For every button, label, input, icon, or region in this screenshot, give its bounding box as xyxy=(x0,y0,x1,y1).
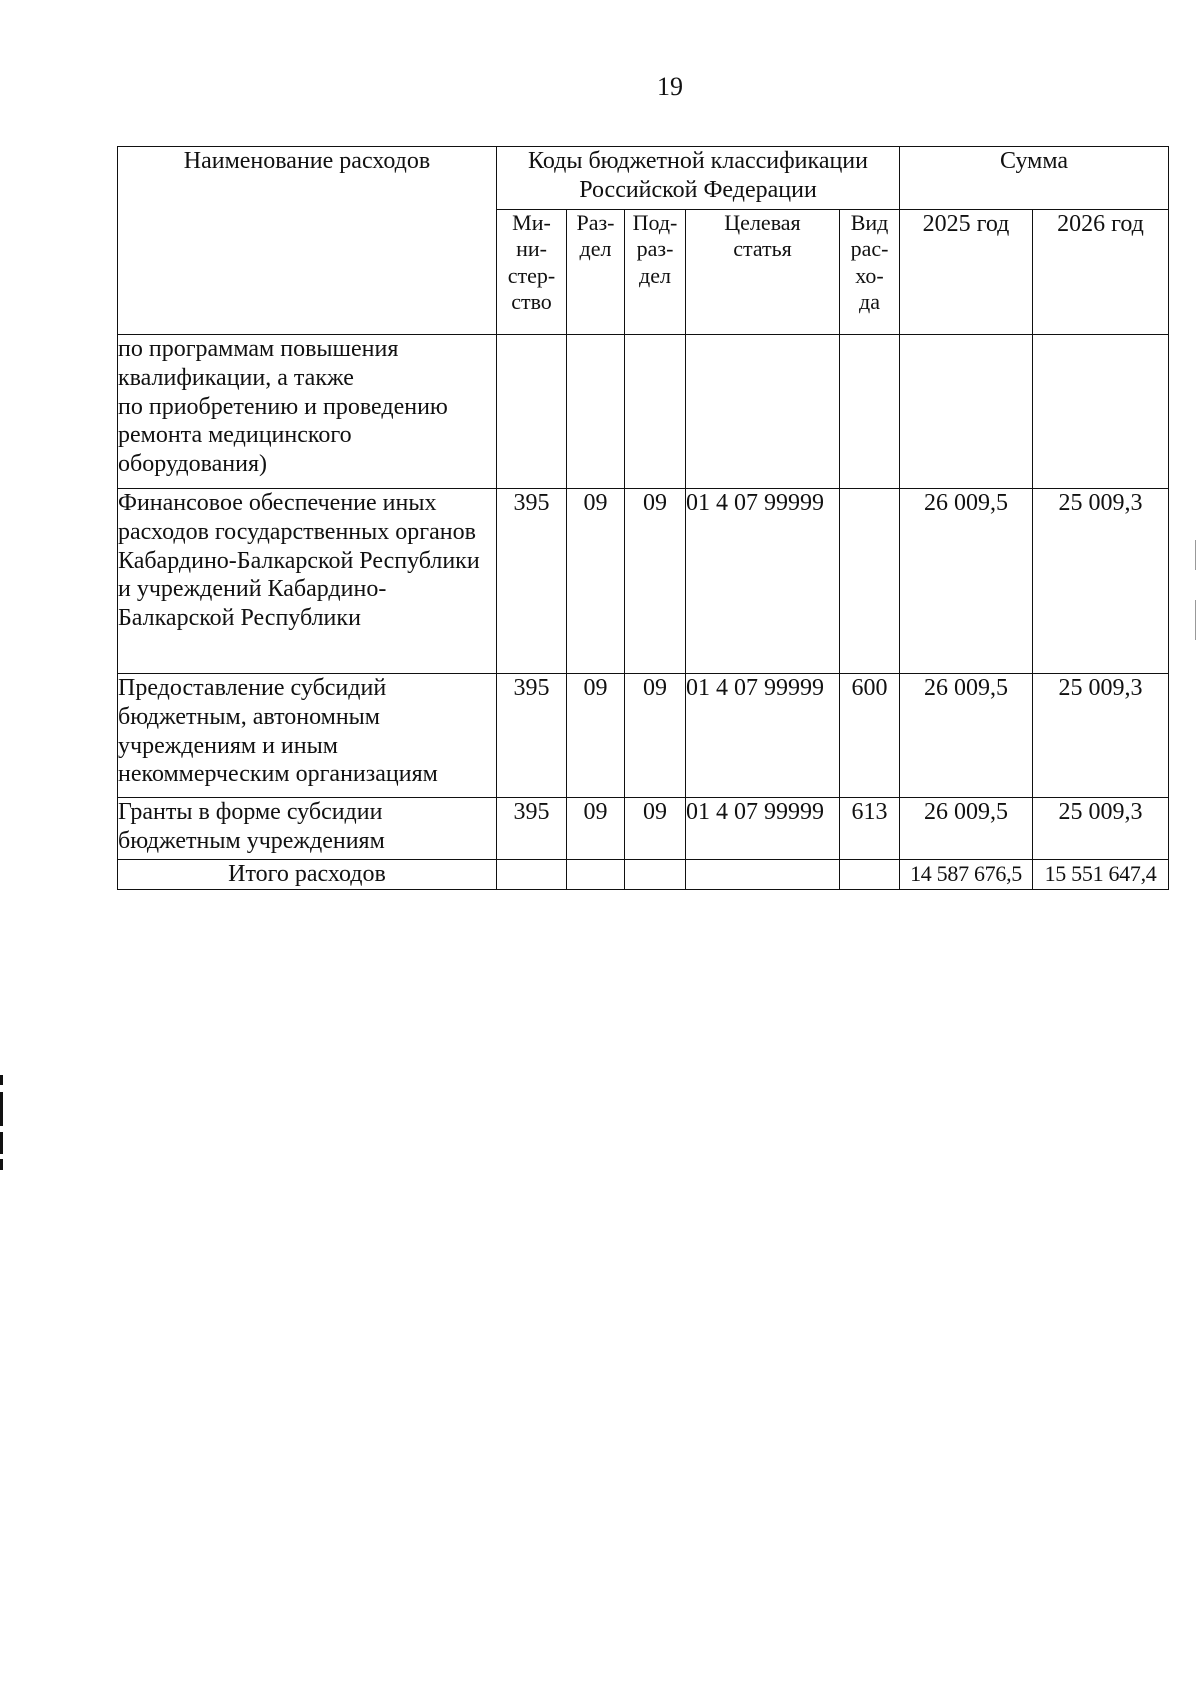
header-year-2026: 2026 год xyxy=(1033,210,1169,335)
row-section: 09 xyxy=(567,674,625,798)
header-target: Целевая статья xyxy=(686,210,840,335)
table-row xyxy=(118,489,1169,674)
row-amount-2025: 26 009,5 xyxy=(900,489,1033,674)
row-target: 01 4 07 99999 xyxy=(686,489,840,674)
row-expense-type: 613 xyxy=(840,798,900,860)
row-ministry: 395 xyxy=(497,674,567,798)
row-amount-2026: 25 009,3 xyxy=(1033,798,1169,860)
page-number: 19 xyxy=(657,72,683,101)
header-name: Наименование расходов xyxy=(118,147,497,335)
row-subsection: 09 xyxy=(625,489,686,674)
row-target xyxy=(686,335,840,489)
row-ministry: 395 xyxy=(497,798,567,860)
header-expense-type: Вид рас- хо- да xyxy=(840,210,900,335)
row-name: Гранты в форме субсидии бюджетным учреждениям xyxy=(118,798,497,860)
row-ministry xyxy=(497,335,567,489)
header-sum-group: Сумма xyxy=(900,147,1169,210)
total-empty-cell xyxy=(567,860,625,890)
row-amount-2026 xyxy=(1033,335,1169,489)
total-amount-2025: 14 587 676,5 xyxy=(900,860,1033,890)
scan-margin-mark xyxy=(0,1132,3,1154)
total-row xyxy=(118,860,1169,890)
row-name: Предоставление субсидий бюджетным, автономным учреждениям и иным некоммерческим организациям xyxy=(118,674,497,798)
header-subsection: Под- раз- дел xyxy=(625,210,686,335)
total-amount-2026: 15 551 647,4 xyxy=(1033,860,1169,890)
total-label: Итого расходов xyxy=(118,860,497,890)
scan-margin-mark xyxy=(0,1075,3,1085)
table-row xyxy=(118,335,1169,489)
row-section xyxy=(567,335,625,489)
header-year-2025: 2025 год xyxy=(900,210,1033,335)
row-section: 09 xyxy=(567,798,625,860)
row-amount-2026: 25 009,3 xyxy=(1033,489,1169,674)
row-amount-2026: 25 009,3 xyxy=(1033,674,1169,798)
row-expense-type xyxy=(840,489,900,674)
total-empty-cell xyxy=(625,860,686,890)
row-name: Финансовое обеспечение иных расходов государственных органов Кабардино-Балкарской Республики и учреждений Кабардино-Балкарской Республики xyxy=(118,489,497,674)
total-empty-cell xyxy=(686,860,840,890)
header-row-top xyxy=(118,147,1169,210)
row-subsection: 09 xyxy=(625,798,686,860)
scan-margin-mark xyxy=(1195,600,1196,640)
row-section: 09 xyxy=(567,489,625,674)
row-name: по программам повышения квалификации, а также по приобретению и проведению ремонта медицинского оборудования) xyxy=(118,335,497,489)
row-expense-type: 600 xyxy=(840,674,900,798)
row-target: 01 4 07 99999 xyxy=(686,798,840,860)
row-amount-2025: 26 009,5 xyxy=(900,674,1033,798)
table-row xyxy=(118,674,1169,798)
scan-margin-mark xyxy=(0,1159,3,1170)
scan-margin-mark xyxy=(0,1092,3,1126)
row-subsection: 09 xyxy=(625,674,686,798)
expenses-table xyxy=(117,146,1169,890)
row-expense-type xyxy=(840,335,900,489)
scan-margin-mark xyxy=(1195,540,1196,570)
table-row xyxy=(118,798,1169,860)
header-ministry: Ми- ни- стер- ство xyxy=(497,210,567,335)
header-section: Раз- дел xyxy=(567,210,625,335)
row-amount-2025 xyxy=(900,335,1033,489)
total-empty-cell xyxy=(840,860,900,890)
row-subsection xyxy=(625,335,686,489)
header-codes-group: Коды бюджетной классификации Российской Федерации xyxy=(497,147,900,210)
row-target: 01 4 07 99999 xyxy=(686,674,840,798)
row-ministry: 395 xyxy=(497,489,567,674)
row-amount-2025: 26 009,5 xyxy=(900,798,1033,860)
total-empty-cell xyxy=(497,860,567,890)
